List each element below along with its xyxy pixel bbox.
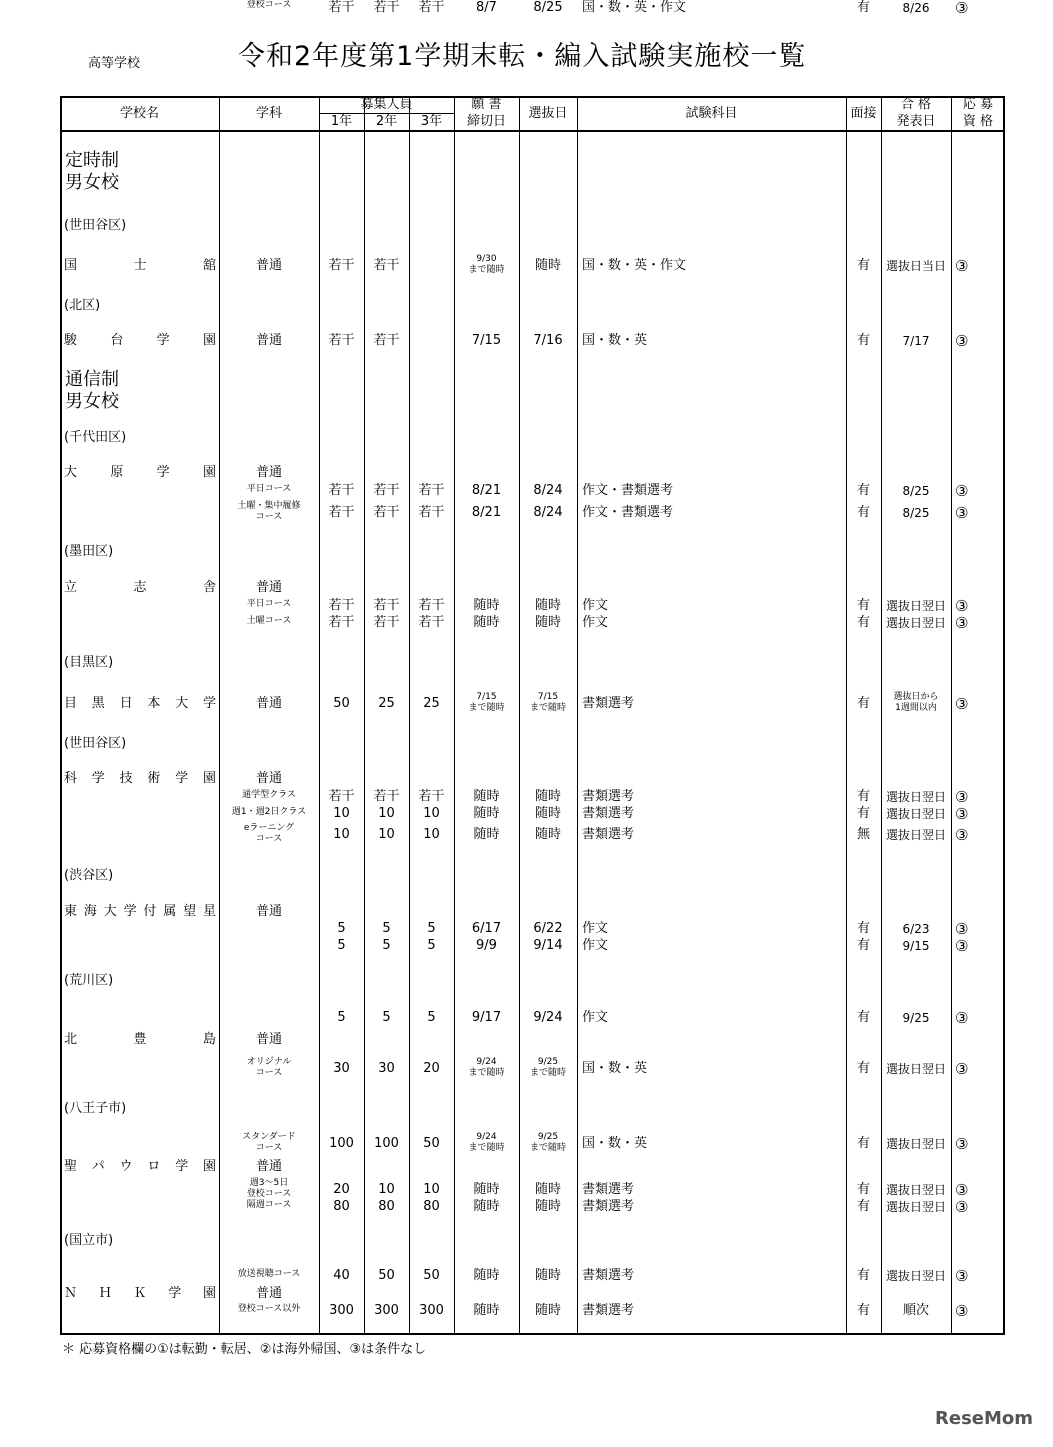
cell-subjects: 作文・書類選考 — [582, 483, 674, 498]
cell-school: 国 士 舘 — [64, 258, 216, 273]
cell-select: 7/15 まで随時 — [529, 692, 566, 713]
cell-deadline: 9/17 — [471, 1010, 502, 1025]
cell-y1: 50 — [333, 696, 350, 711]
cell-qual: ③ — [955, 332, 969, 350]
cell-select: 随時 — [534, 258, 561, 273]
cell-subjects: 書類選考 — [582, 806, 635, 821]
col-qual-2: 資 格 — [962, 114, 994, 129]
cell-select: 8/24 — [533, 505, 563, 520]
cell-qual: ③ — [955, 482, 969, 500]
col-divider — [577, 96, 578, 1335]
cell-deadline: 9/24 まで随時 — [468, 1132, 505, 1153]
cell-school: 目 黒 日 本 大 学 — [64, 696, 216, 711]
cell-deadline: 随時 — [473, 598, 500, 613]
cell-y3: 10 — [423, 1182, 440, 1197]
cell-pass: 順次 — [902, 1303, 929, 1318]
cell-y2: 若干 — [373, 258, 400, 273]
cell-school: 駿 台 学 園 — [64, 333, 216, 348]
cell-select: 9/25 まで随時 — [529, 1057, 566, 1078]
cell-course: 平日コース — [246, 599, 292, 609]
cell-y2: 10 — [378, 827, 395, 842]
cell-subjects: 書類選考 — [582, 1182, 635, 1197]
cell-subjects: 国・数・英・作文 — [582, 258, 687, 273]
cell-subjects: 国・数・英 — [582, 1136, 648, 1151]
cell-pass: 8/25 — [902, 506, 930, 520]
cell-y2: 5 — [382, 938, 391, 953]
cell-y3: 若干 — [418, 0, 445, 15]
cell-y1: 若干 — [328, 483, 355, 498]
cell-school: 科 学 技 術 学 園 — [64, 771, 216, 786]
cell-y3: 5 — [427, 1010, 436, 1025]
cell-y3: 25 — [423, 696, 440, 711]
cell-qual: ③ — [955, 826, 969, 844]
cell-deadline: 8/21 — [471, 505, 502, 520]
cell-pass: 選抜日から 1週間以内 — [893, 692, 939, 713]
cell-course: 週3～5日 登校コース — [246, 1178, 292, 1199]
ward-label: (荒川区) — [64, 973, 114, 988]
cell-subjects: 作文 — [582, 615, 609, 630]
cell-subjects: 作文・書類選考 — [582, 505, 674, 520]
section-title: 定時制 — [65, 150, 119, 171]
cell-y3: 若干 — [418, 789, 445, 804]
cell-interview: 有 — [856, 598, 870, 613]
cell-course: スタンダード コース — [242, 1132, 296, 1153]
cell-qual: ③ — [955, 257, 969, 275]
cell-deadline: 随時 — [473, 615, 500, 630]
cell-interview: 有 — [856, 1268, 870, 1283]
cell-y3: 若干 — [418, 615, 445, 630]
cell-y1: 20 — [333, 1182, 350, 1197]
cell-pass: 9/25 — [902, 1011, 930, 1025]
cell-y3: 10 — [423, 827, 440, 842]
ward-label: (目黒区) — [64, 655, 114, 670]
cell-pass: 9/15 — [902, 939, 930, 953]
cell-y1: 30 — [333, 1061, 350, 1076]
col-recruit: 募集人員 — [360, 97, 413, 112]
cell-y3: 20 — [423, 1061, 440, 1076]
col-year3: 3年 — [420, 114, 443, 129]
cell-deadline: 7/15 まで随時 — [468, 692, 505, 713]
col-year2: 2年 — [375, 114, 398, 129]
col-interview: 面接 — [850, 106, 877, 121]
cell-pass: 選抜日翌日 — [885, 1183, 946, 1197]
cell-qual: ③ — [955, 1009, 969, 1027]
cell-subjects: 書類選考 — [582, 696, 635, 711]
cell-y2: 若干 — [373, 333, 400, 348]
cell-dept: 普通 — [255, 1159, 282, 1174]
col-school: 学校名 — [119, 106, 159, 121]
cell-y1: 若干 — [328, 615, 355, 630]
cell-y2: 10 — [378, 1182, 395, 1197]
cell-subjects: 作文 — [582, 598, 609, 613]
cell-course: 土曜・集中履修 コース — [237, 501, 301, 522]
col-divider — [951, 96, 952, 1335]
document-title: 令和2年度第1学期末転・編入試験実施校一覧 — [238, 41, 807, 72]
cell-subjects: 国・数・英 — [582, 1061, 648, 1076]
cell-deadline: 随時 — [473, 806, 500, 821]
col-deadline-2: 締切日 — [466, 114, 506, 129]
cell-y1: 300 — [329, 1303, 354, 1318]
cell-course: 土曜コース — [246, 616, 292, 626]
cell-y1: 80 — [333, 1199, 350, 1214]
cell-qual: ③ — [955, 805, 969, 823]
cell-select: 9/24 — [533, 1010, 563, 1025]
col-pass-1: 合 格 — [900, 97, 932, 112]
section-title: 通信制 — [65, 369, 119, 390]
cell-y1: 5 — [337, 1010, 346, 1025]
cell-qual: ③ — [955, 0, 969, 17]
cell-dept: 普通 — [255, 1286, 282, 1301]
cell-subjects: 書類選考 — [582, 1303, 635, 1318]
cell-y3: 5 — [427, 938, 436, 953]
cell-dept: 普通 — [255, 904, 282, 919]
cell-y2: 5 — [382, 921, 391, 936]
ward-label: (国立市) — [64, 1233, 114, 1248]
cell-deadline: 8/7 — [476, 0, 497, 15]
cell-y1: 100 — [329, 1136, 354, 1151]
cell-qual: ③ — [955, 920, 969, 938]
cell-dept: 普通 — [255, 333, 282, 348]
col-select-date: 選抜日 — [528, 106, 568, 121]
cell-y3: 50 — [423, 1136, 440, 1151]
cell-subjects: 書類選考 — [582, 1268, 635, 1283]
cell-course: 通学型クラス — [242, 790, 296, 800]
cell-school: 東海大学付属望星 — [64, 904, 216, 919]
cell-qual: ③ — [955, 695, 969, 713]
col-qual-1: 応 募 — [962, 97, 994, 112]
cell-interview: 有 — [856, 1199, 870, 1214]
cell-select: 随時 — [534, 806, 561, 821]
cell-qual: ③ — [955, 1198, 969, 1216]
ward-label: (墨田区) — [64, 544, 114, 559]
ward-label: (千代田区) — [64, 430, 127, 445]
cell-qual: ③ — [955, 1267, 969, 1285]
resemom-logo: ReseMom — [935, 1408, 1034, 1429]
ward-label: (世田谷区) — [64, 736, 127, 751]
cell-select: 9/25 まで随時 — [529, 1132, 566, 1153]
col-dept: 学科 — [255, 106, 282, 121]
cell-pass: 選抜日翌日 — [885, 1200, 946, 1214]
cell-y1: 若干 — [328, 333, 355, 348]
cell-qual: ③ — [955, 1302, 969, 1320]
cell-pass: 選抜日翌日 — [885, 828, 946, 842]
cell-select: 7/16 — [533, 333, 563, 348]
cell-interview: 有 — [856, 789, 870, 804]
cell-select: 8/24 — [533, 483, 563, 498]
cell-y2: 50 — [378, 1268, 395, 1283]
cell-subjects: 書類選考 — [582, 1199, 635, 1214]
ward-label: (世田谷区) — [64, 218, 127, 233]
header-divider — [60, 130, 1005, 132]
cell-pass: 選抜日翌日 — [885, 790, 946, 804]
cell-interview: 有 — [856, 615, 870, 630]
cell-y3: 5 — [427, 921, 436, 936]
cell-deadline: 随時 — [473, 1182, 500, 1197]
cell-select: 6/22 — [533, 921, 563, 936]
col-subjects: 試験科目 — [685, 106, 738, 121]
cell-qual: ③ — [955, 504, 969, 522]
cell-y3: 若干 — [418, 505, 445, 520]
ward-label: (北区) — [64, 298, 101, 313]
cell-subjects: 作文 — [582, 1010, 609, 1025]
cell-pass: 選抜日当日 — [885, 259, 946, 273]
cell-y3: 50 — [423, 1268, 440, 1283]
cell-subjects: 書類選考 — [582, 789, 635, 804]
cell-select: 随時 — [534, 1268, 561, 1283]
cell-interview: 無 — [856, 827, 870, 842]
cell-select: 随時 — [534, 598, 561, 613]
cell-subjects: 国・数・英 — [582, 333, 648, 348]
cell-dept: 普通 — [255, 696, 282, 711]
cell-course: 隔週コース — [246, 1200, 292, 1210]
cell-interview: 有 — [856, 1136, 870, 1151]
cell-dept: 普通 — [255, 465, 282, 480]
cell-subjects: 国・数・英・作文 — [582, 0, 687, 15]
cell-dept: 普通 — [255, 771, 282, 786]
cell-y2: 80 — [378, 1199, 395, 1214]
cell-select: 8/25 — [533, 0, 563, 15]
cell-y3: 300 — [419, 1303, 444, 1318]
cell-qual: ③ — [955, 788, 969, 806]
cell-y1: 10 — [333, 806, 350, 821]
cell-y1: 若干 — [328, 258, 355, 273]
cell-y2: 若干 — [373, 483, 400, 498]
section-title: 男女校 — [65, 172, 119, 193]
cell-y2: 25 — [378, 696, 395, 711]
cell-pass: 7/17 — [902, 334, 930, 348]
cell-deadline: 9/24 まで随時 — [468, 1057, 505, 1078]
cell-dept: 普通 — [255, 258, 282, 273]
cell-interview: 有 — [856, 921, 870, 936]
cell-course: 登校コース — [246, 0, 292, 10]
cell-pass: 選抜日翌日 — [885, 1062, 946, 1076]
cell-interview: 有 — [856, 1010, 870, 1025]
cell-y1: 40 — [333, 1268, 350, 1283]
cell-y2: 若干 — [373, 615, 400, 630]
cell-y2: 若干 — [373, 505, 400, 520]
cell-pass: 選抜日翌日 — [885, 1269, 946, 1283]
cell-interview: 有 — [856, 1303, 870, 1318]
cell-school: 立 志 舎 — [64, 580, 216, 595]
cell-pass: 選抜日翌日 — [885, 807, 946, 821]
cell-qual: ③ — [955, 1135, 969, 1153]
cell-deadline: 随時 — [473, 1199, 500, 1214]
cell-qual: ③ — [955, 1060, 969, 1078]
col-deadline-1: 願 書 — [471, 97, 502, 112]
cell-interview: 有 — [856, 483, 870, 498]
cell-school: 北 豊 島 — [64, 1032, 216, 1047]
cell-course: 登校コース以外 — [237, 1304, 301, 1314]
cell-pass: 8/25 — [902, 484, 930, 498]
cell-pass: 6/23 — [902, 922, 930, 936]
cell-y1: 若干 — [328, 789, 355, 804]
cell-qual: ③ — [955, 937, 969, 955]
cell-y2: 30 — [378, 1061, 395, 1076]
cell-school: 大 原 学 園 — [64, 465, 216, 480]
cell-deadline: 随時 — [473, 1268, 500, 1283]
cell-pass: 選抜日翌日 — [885, 1137, 946, 1151]
cell-y1: 5 — [337, 938, 346, 953]
cell-select: 随時 — [534, 615, 561, 630]
cell-y2: 若干 — [373, 789, 400, 804]
cell-y1: 5 — [337, 921, 346, 936]
cell-select: 随時 — [534, 789, 561, 804]
cell-deadline: 9/30 まで随時 — [468, 254, 505, 275]
cell-y1: 若干 — [328, 0, 355, 15]
school-type-label: 高等学校 — [88, 56, 141, 71]
cell-select: 9/14 — [533, 938, 563, 953]
ward-label: (渋谷区) — [64, 868, 114, 883]
cell-y2: 5 — [382, 1010, 391, 1025]
cell-interview: 有 — [856, 938, 870, 953]
cell-select: 随時 — [534, 1303, 561, 1318]
cell-y2: 100 — [374, 1136, 399, 1151]
cell-y2: 10 — [378, 806, 395, 821]
cell-interview: 有 — [856, 806, 870, 821]
cell-interview: 有 — [856, 696, 870, 711]
cell-y2: 300 — [374, 1303, 399, 1318]
col-year1: 1年 — [330, 114, 353, 129]
cell-interview: 有 — [856, 1061, 870, 1076]
cell-pass: 8/26 — [902, 1, 930, 15]
cell-y1: 若干 — [328, 505, 355, 520]
cell-y3: 若干 — [418, 483, 445, 498]
cell-dept: 普通 — [255, 1032, 282, 1047]
cell-deadline: 随時 — [473, 789, 500, 804]
cell-y2: 若干 — [373, 0, 400, 15]
cell-y3: 若干 — [418, 598, 445, 613]
cell-dept: 普通 — [255, 580, 282, 595]
ward-label: (八王子市) — [64, 1101, 127, 1116]
cell-y3: 80 — [423, 1199, 440, 1214]
cell-course: eラーニング コース — [243, 823, 295, 844]
cell-interview: 有 — [856, 1182, 870, 1197]
footnote: ＊ 応募資格欄の①は転勤・転居、②は海外帰国、③は条件なし — [62, 1342, 427, 1357]
cell-select: 随時 — [534, 827, 561, 842]
cell-deadline: 9/9 — [476, 938, 497, 953]
cell-deadline: 随時 — [473, 827, 500, 842]
cell-select: 随時 — [534, 1182, 561, 1197]
cell-school: 聖 パ ウ ロ 学 園 — [64, 1159, 216, 1174]
cell-y1: 10 — [333, 827, 350, 842]
cell-qual: ③ — [955, 1181, 969, 1199]
cell-pass: 選抜日翌日 — [885, 599, 946, 613]
col-pass-2: 発表日 — [896, 114, 936, 129]
cell-pass: 選抜日翌日 — [885, 616, 946, 630]
cell-y1: 若干 — [328, 598, 355, 613]
cell-deadline: 随時 — [473, 1303, 500, 1318]
cell-deadline: 8/21 — [471, 483, 502, 498]
cell-course: 放送視聴コース — [237, 1269, 301, 1279]
cell-y2: 若干 — [373, 598, 400, 613]
cell-course: 平日コース — [246, 484, 292, 494]
cell-deadline: 7/15 — [471, 333, 502, 348]
cell-subjects: 作文 — [582, 921, 609, 936]
cell-qual: ③ — [955, 614, 969, 632]
cell-subjects: 作文 — [582, 938, 609, 953]
cell-interview: 有 — [856, 505, 870, 520]
cell-qual: ③ — [955, 597, 969, 615]
cell-deadline: 6/17 — [471, 921, 502, 936]
cell-interview: 有 — [856, 333, 870, 348]
cell-interview: 有 — [856, 258, 870, 273]
cell-select: 随時 — [534, 1199, 561, 1214]
cell-course: オリジナル コース — [246, 1057, 292, 1078]
section-title: 男女校 — [65, 391, 119, 412]
cell-subjects: 書類選考 — [582, 827, 635, 842]
cell-y3: 10 — [423, 806, 440, 821]
cell-course: 週1・週2日クラス — [231, 807, 307, 817]
cell-interview: 有 — [856, 0, 870, 15]
cell-school: Ｎ Ｈ Ｋ 学 園 — [64, 1286, 216, 1301]
